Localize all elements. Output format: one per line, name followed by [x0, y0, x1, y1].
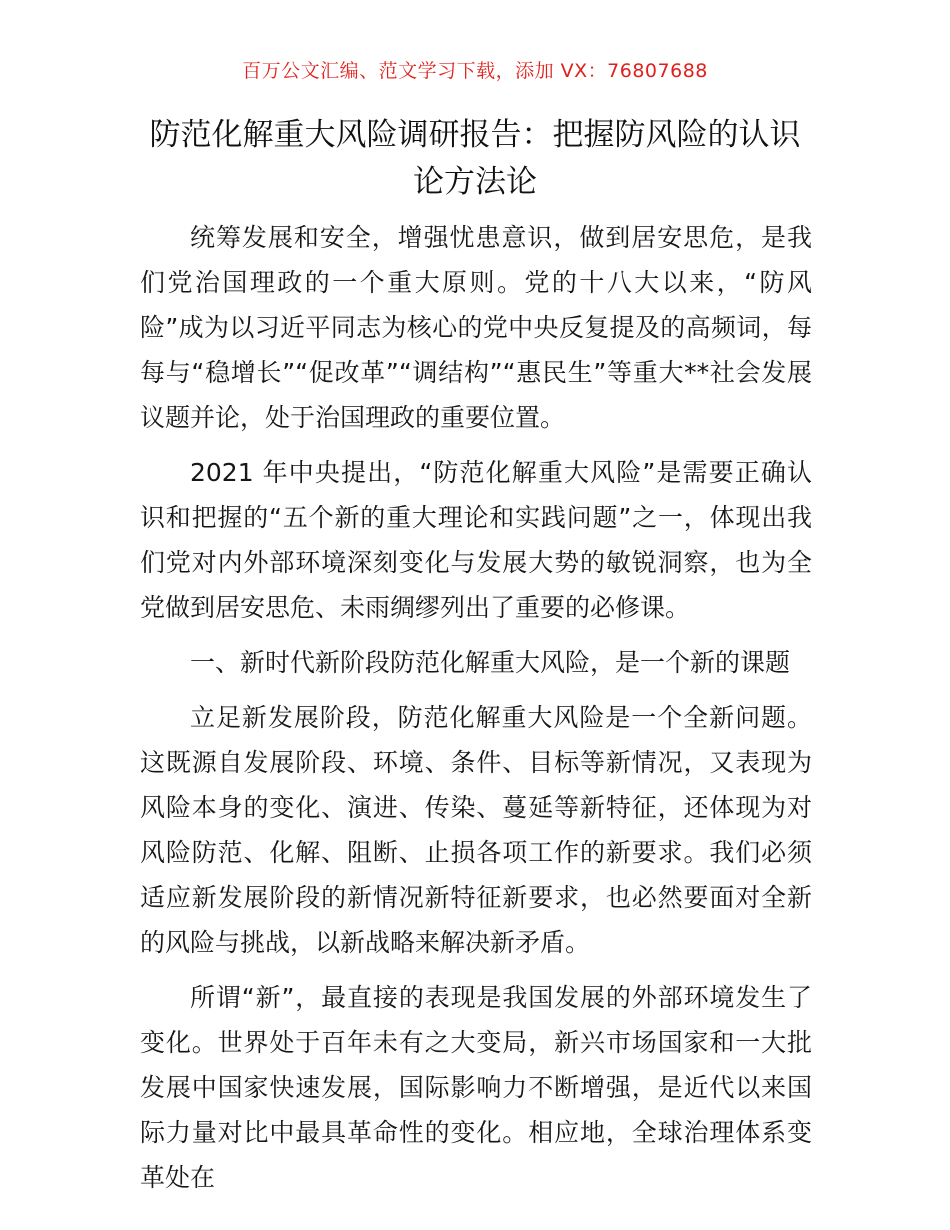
paragraph-2021: 2021 年中央提出，“防范化解重大风险”是需要正确认识和把握的“五个新的重大理论和实践问题”之一，体现出我们党对内外部环境深刻变化与发展大势的敏锐洞察，也为全党做到居安思危、未雨绸缪列出了重要的必修课。 — [140, 458, 812, 622]
paragraph-external-env: 所谓“新”，最直接的表现是我国发展的外部环境发生了变化。世界处于百年未有之大变局，新兴市场国家和一大批发展中国家快速发展，国际影响力不断增强，是近代以来国际力量对比中最具革命性的变化。相应地，全球治理体系变革处在 — [140, 983, 812, 1192]
header-watermark-note: 百万公文汇编、范文学习下载，添加 VX：76807688 — [242, 60, 708, 82]
document-title: 防范化解重大风险调研报告：把握防风险的认识论方法论 — [149, 117, 801, 200]
document-body — [140, 215, 812, 1210]
paragraph-new-stage: 立足新发展阶段，防范化解重大风险是一个全新问题。这既源自发展阶段、环境、条件、目标等新情况，又表现为风险本身的变化、演进、传染、蔓延等新特征，还体现为对风险防范、化解、阻断、止损各项工作的新要求。我们必须适应新发展阶段的新情况新特征新要求，也必然要面对全新的风险与挑战，以新战略来解决新矛盾。 — [140, 703, 812, 957]
paragraph-intro: 统筹发展和安全，增强忧患意识，做到居安思危，是我们党治国理政的一个重大原则。党的十八大以来，“防风险”成为以习近平同志为核心的党中央反复提及的高频词，每每与“稳增长”“促改革”“调结构”“惠民生”等重大**社会发展议题并论，处于治国理政的重要位置。 — [140, 223, 812, 432]
section-heading-1: 一、新时代新阶段防范化解重大风险，是一个新的课题 — [190, 648, 791, 677]
